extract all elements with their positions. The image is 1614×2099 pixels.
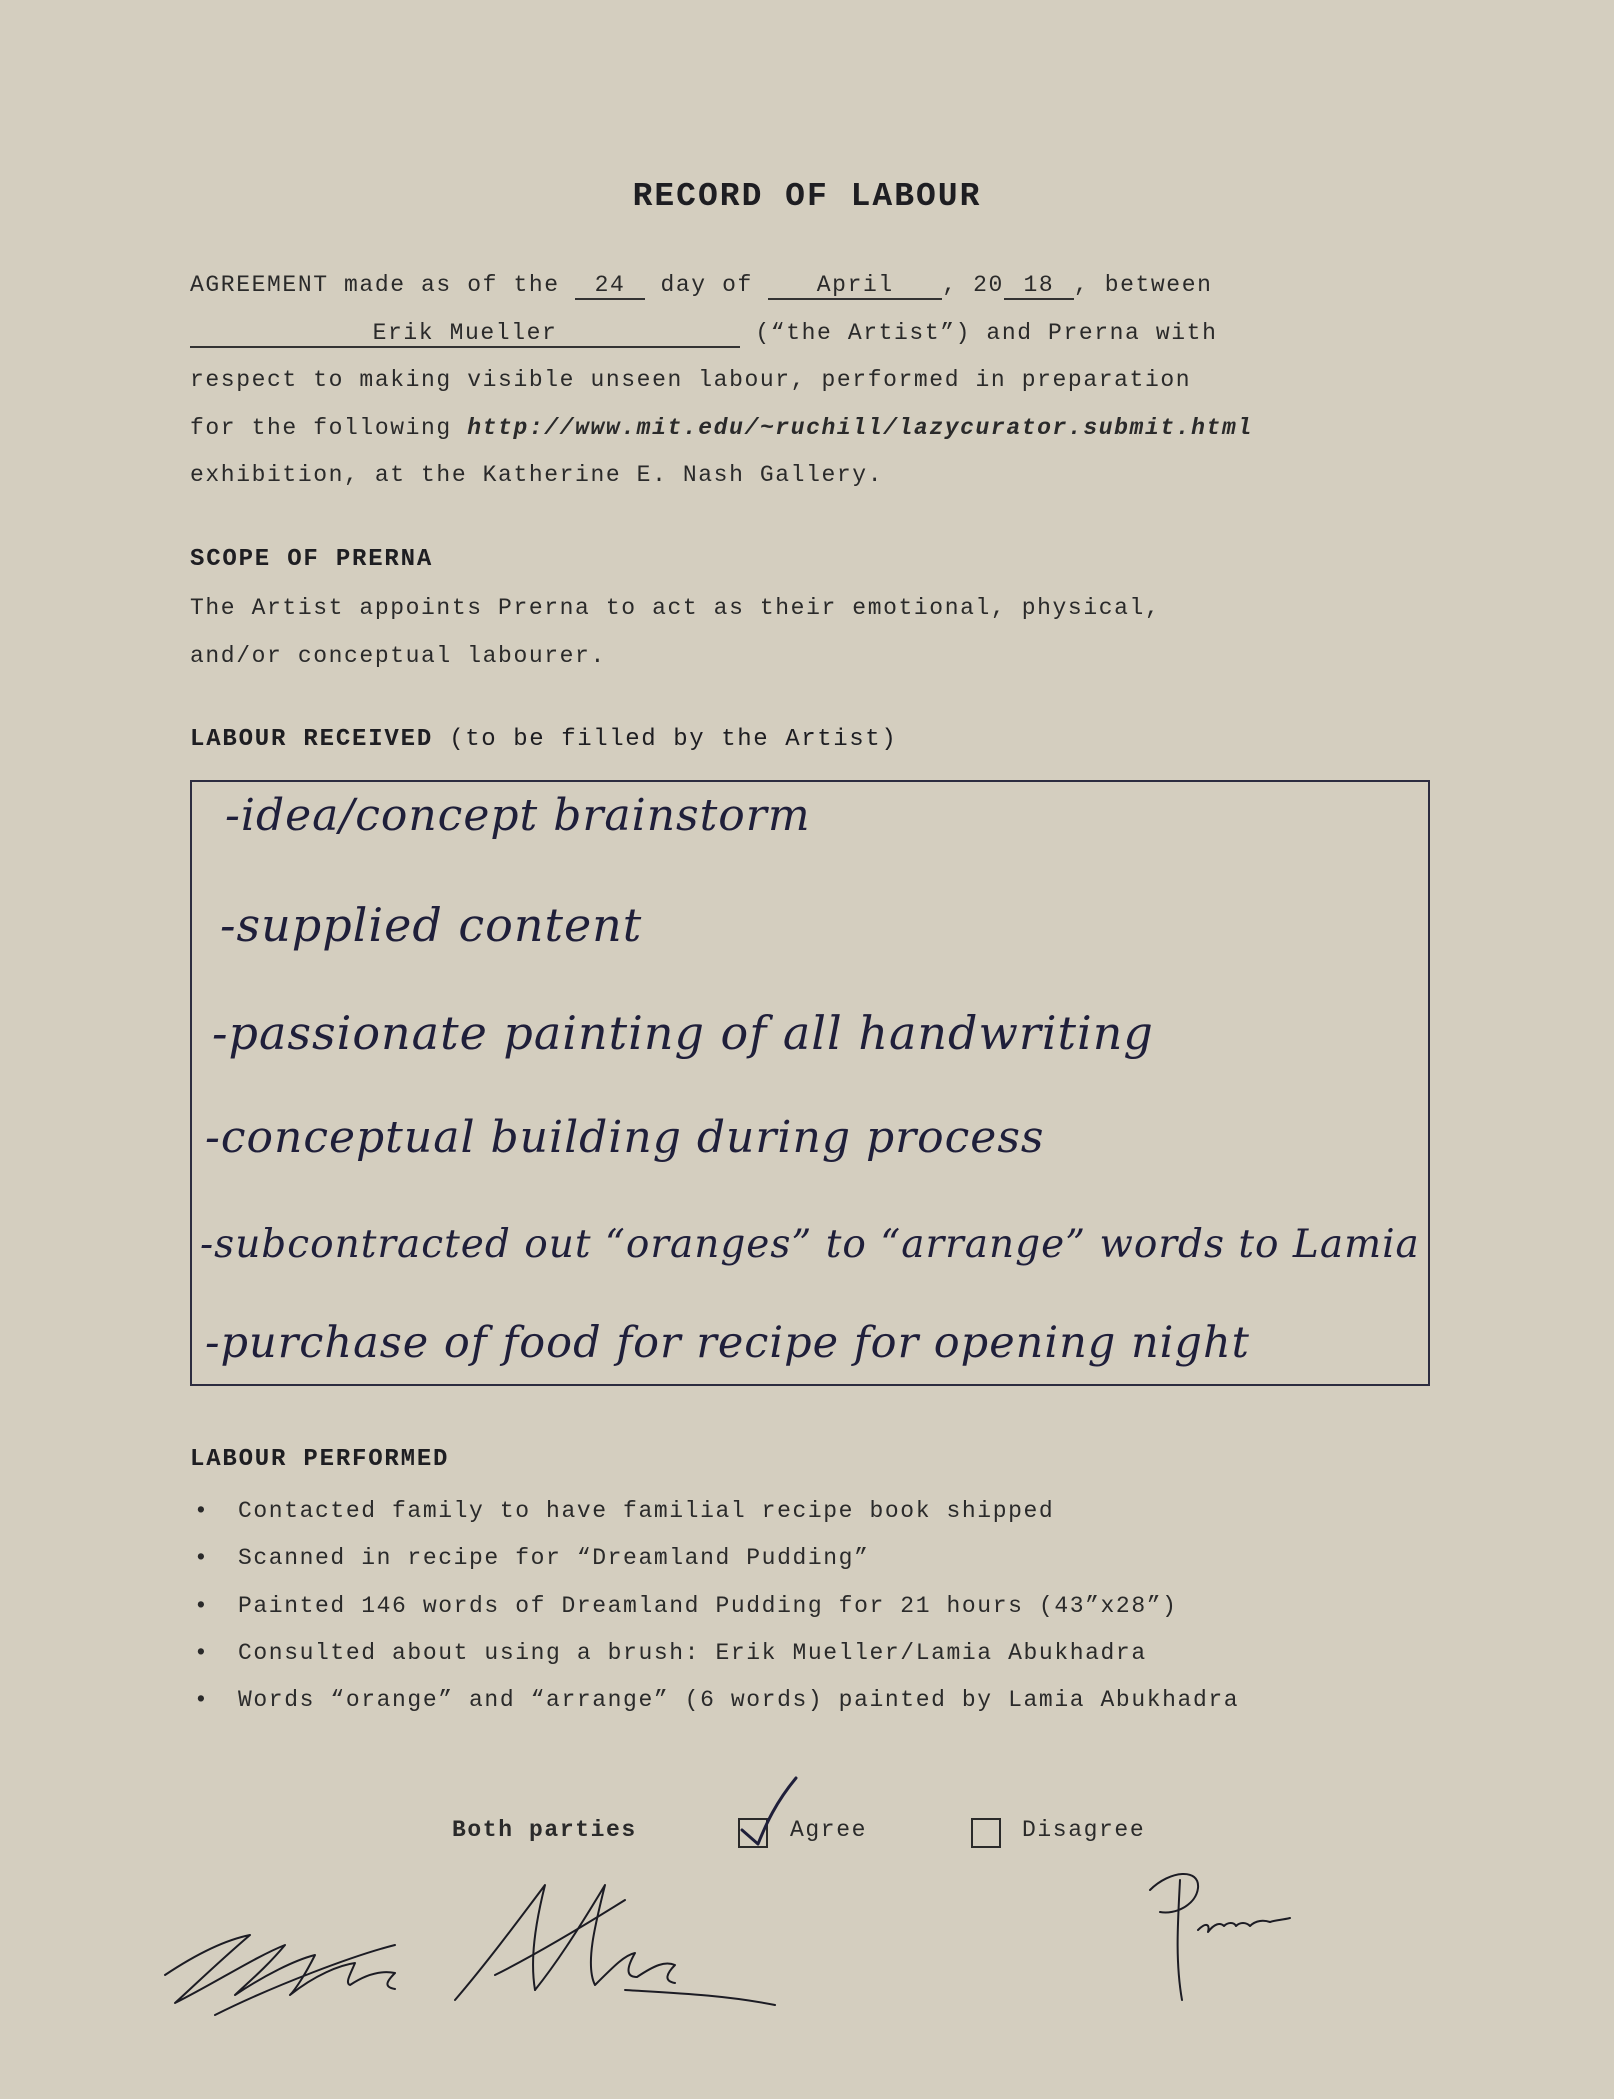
month-field: April [768,272,942,300]
labour-received-title: LABOUR RECEIVED [190,726,434,753]
handwritten-entry: -idea/concept brainstorm [225,790,811,841]
agreement-text: , 20 [942,272,1004,298]
agreement-text: day of [645,272,769,298]
list-item-text: Painted 146 words of Dreamland Pudding for 21 hours (43”x28”) [238,1592,1178,1619]
bullet-icon: • [194,1545,210,1572]
list-item [190,1630,1490,1677]
scope-heading: SCOPE OF PRERNA [190,546,434,573]
agreement-line-5: exhibition, at the Katherine E. Nash Gallery. [190,462,884,488]
scope-line: The Artist appoints Prerna to act as their emotional, physical, [190,595,1161,621]
labour-received-heading [190,726,897,753]
bullet-icon: • [194,1498,210,1524]
list-item [190,1488,1490,1535]
scope-line: and/or conceptual labourer. [190,642,606,669]
agreement-text: (“the Artist”) and Prerna with [740,319,1218,346]
handwritten-entry: -subcontracted out “oranges” to “arrange” words to Lamia [200,1222,1420,1267]
scope-body [190,585,1450,680]
artist-name-field: Erik Mueller [190,320,740,348]
handwritten-entry: -supplied content [220,898,643,952]
agreement-line-2 [190,310,1450,358]
agreement-line-4 [190,405,1450,453]
exhibition-url: http://www.mit.edu/~ruchill/lazycurator.submit.html [467,414,1253,441]
labour-received-box [190,780,1430,1386]
agreement-text: , between [1073,272,1213,298]
agree-label: Agree [790,1817,868,1843]
list-item-text: Words “orange” and “arrange” (6 words) painted by Lamia Abukhadra [238,1687,1240,1714]
document-title: RECORD OF LABOUR [632,178,982,215]
both-parties-label: Both parties [452,1817,637,1843]
agreement-line-3: respect to making visible unseen labour, performed in preparation [190,367,1192,393]
labour-received-subheading: (to be filled by the Artist) [449,726,898,753]
disagree-checkbox[interactable] [971,1818,1001,1848]
check-mark-stroke [742,1778,796,1844]
agreement-text: AGREEMENT made as of the [190,272,576,298]
bullet-icon: • [194,1592,210,1619]
handwritten-entry: -conceptual building during process [205,1112,1045,1163]
handwritten-entry: -passionate painting of all handwriting [212,1006,1154,1060]
artist-signature [155,1865,795,2025]
day-field: 24 [575,272,645,300]
list-item-text: Scanned in recipe for “Dreamland Pudding” [238,1545,870,1572]
prerna-signature [1140,1860,1300,2020]
agreement-line-1 [190,262,1450,310]
handwritten-entry: -purchase of food for recipe for opening night [205,1318,1250,1368]
disagree-label: Disagree [1022,1817,1146,1843]
list-item [190,1677,1490,1724]
list-item [190,1583,1490,1630]
year-field: 18 [1004,272,1074,300]
labour-performed-heading: LABOUR PERFORMED [190,1446,450,1473]
list-item-text: Contacted family to have familial recipe book shipped [238,1498,1055,1524]
bullet-icon: • [194,1639,210,1666]
list-item [190,1535,1490,1582]
labour-performed-list [190,1488,1490,1724]
agreement-text: for the following [190,414,468,441]
agreement-paragraph [190,262,1450,500]
bullet-icon: • [194,1687,210,1714]
list-item-text: Consulted about using a brush: Erik Mueller/Lamia Abukhadra [238,1639,1147,1666]
